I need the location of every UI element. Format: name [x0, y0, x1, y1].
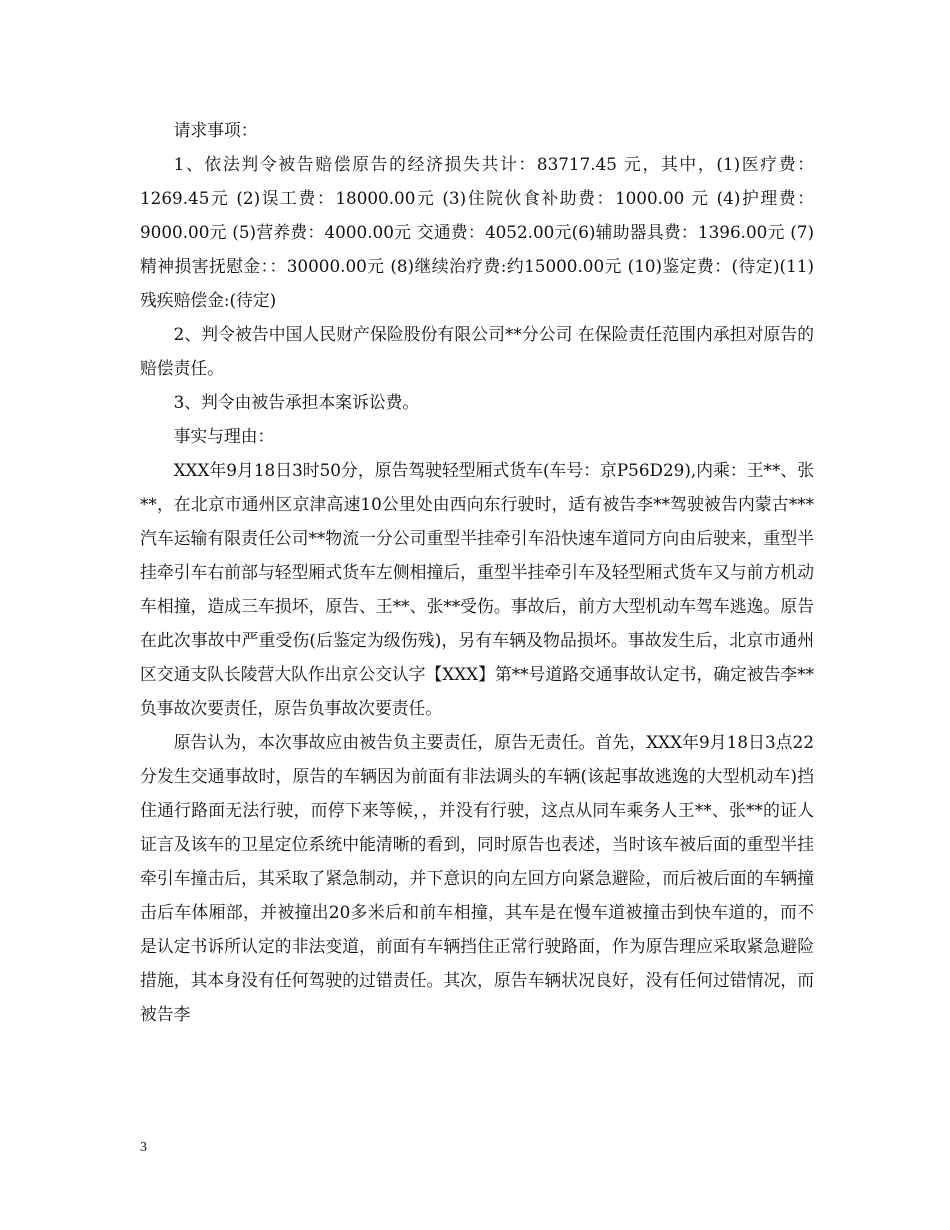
paragraph-reasoning: 原告认为，本次事故应由被告负主要责任，原告无责任。首先，XXX年9月18日3点22分发生交通事故时，原告的车辆因为前面有非法调头的车辆(该起事故逃逸的大型机动车)挡住通行路面无法行驶，而停下来等候，，并没有行驶，这点从同车乘务人王**、张**的证人证言及该车的卫星定位系统中能清晰的看到，同时原告也表述，当时该车被后面的重型半挂牵引车撞击后，其采取了紧急制动，并下意识的向左回方向紧急避险，而后被后面的车辆撞击后车体厢部，并被撞出20多米后和前车相撞，其车是在慢车道被撞击到快车道的，而不是认定书诉所认定的非法变道，前面有车辆挡住正常行驶路面，作为原告理应采取紧急避险措施，其本身没有任何驾驶的过错责任。其次，原告车辆状况良好，没有任何过错情况，而被告李: [140, 732, 814, 1024]
paragraph-request-3: 3、判令由被告承担本案诉讼费。: [173, 392, 420, 412]
paragraph-request-heading: 请求事项：: [173, 120, 258, 140]
paragraph-request-1: 1、依法判令被告赔偿原告的经济损失共计：83717.45 元，其中，(1)医疗费：1269.45元 (2)误工费：18000.00元 (3)住院伙食补助费：1000.00 元 (4)护理费：9000.00元 (5)营养费：4000.00元 交通费：4052.00元(6)辅助器具费：1396.00元 (7)精神损害抚慰金：：30000.00元 (8)继续治疗费:约15000.00元 (10)鉴定费：(待定)(11)残疾赔偿金:(待定): [140, 154, 814, 310]
document-body: [140, 113, 814, 1031]
paragraph-facts: XXX年9月18日3时50分，原告驾驶轻型厢式货车(车号：京P56D29),内乘：王**、张**，在北京市通州区京津高速10公里处由西向东行驶时，适有被告李**驾驶被告内蒙古***汽车运输有限责任公司**物流一分公司重型半挂牵引车沿快速车道同方向由后驶来，重型半挂牵引车右前部与轻型厢式货车左侧相撞后，重型半挂牵引车及轻型厢式货车又与前方机动车相撞，造成三车损坏，原告、王**、张**受伤。事故后，前方大型机动车驾车逃逸。原告在此次事故中严重受伤(后鉴定为级伤残)，另有车辆及物品损坏。事故发生后，北京市通州区交通支队长陵营大队作出京公交认字【XXX】第**号道路交通事故认定书，确定被告李**负事故次要责任，原告负事故次要责任。: [140, 460, 814, 718]
paragraph-request-2: 2、判令被告中国人民财产保险股份有限公司**分公司 在保险责任范围内承担对原告的赔偿责任。: [140, 324, 814, 378]
paragraph-facts-heading: 事实与理由：: [173, 426, 275, 446]
page-number: 3: [140, 1140, 147, 1155]
